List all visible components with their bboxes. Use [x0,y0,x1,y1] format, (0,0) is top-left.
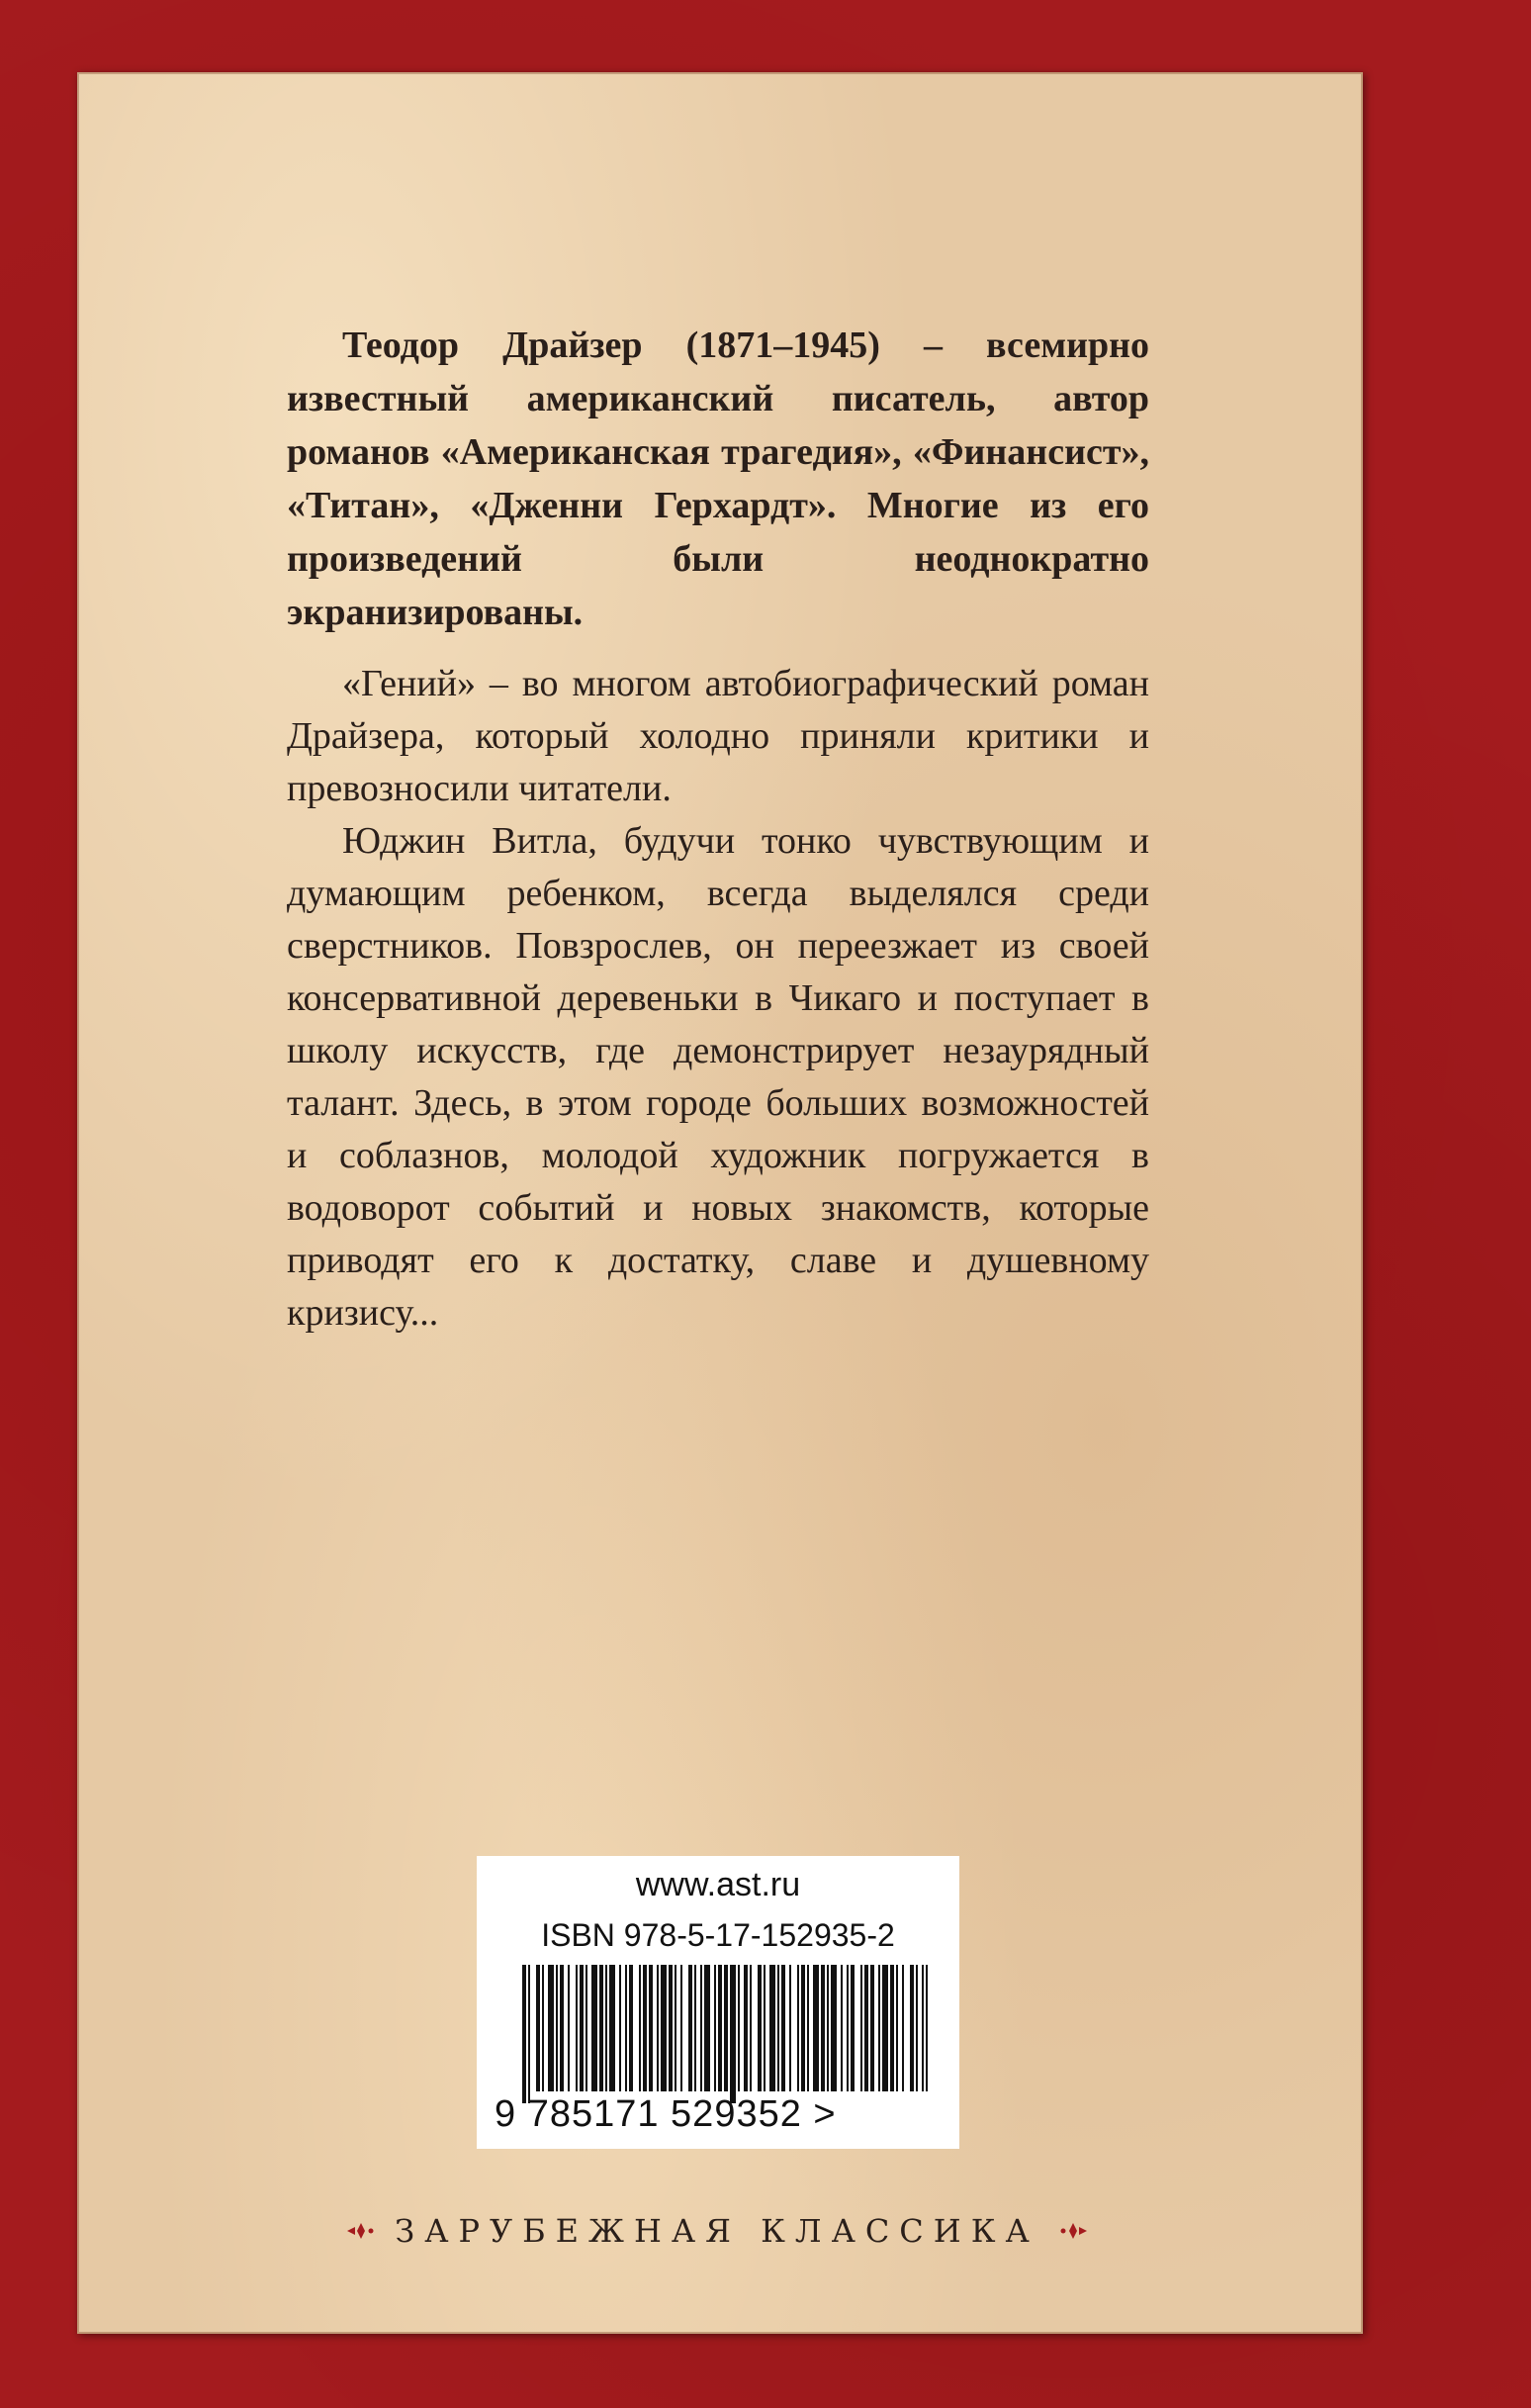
barcode-bar [896,1965,898,2091]
barcode-bar [643,1965,647,2091]
barcode-bar [688,1965,692,2091]
barcode-bar [680,1965,682,2091]
barcode-bar [847,1965,849,2091]
barcode-bar [591,1965,597,2091]
isbn-barcode-box [477,1856,959,2149]
barcode-bar [560,1965,564,2091]
barcode-bar [878,1965,880,2091]
barcode-bar [926,1965,928,2091]
ornament-left-icon [345,2221,377,2241]
publisher-site: www.ast.ru [635,1866,801,1903]
synopsis-paragraph: «Гений» – во многом автобиографический роман Драйзера, который холодно приняли критики и превозносили читатели. [287,663,1149,809]
barcode-bar [821,1965,825,2091]
barcode-bar [700,1965,702,2091]
barcode-bar [605,1965,607,2091]
barcode-bar [807,1965,809,2091]
barcode-bar [542,1965,544,2091]
barcode-bar [522,1965,526,2103]
barcode-bar [661,1965,667,2091]
barcode-bar [528,1965,530,2103]
author-bio-text: Теодор Драйзер (1871–1945) – всемирно известный американский писатель, автор романов «Американская трагедия», «Финансист», «Титан», «Дженни Герхардт». Многие из его произведений были неоднократно экранизированы. [287,324,1149,633]
series-label: ЗАРУБЕЖНАЯ КЛАССИКА [395,2212,1039,2250]
barcode-bar [758,1965,762,2091]
series-banner [257,2206,1177,2256]
barcode-bar [556,1965,558,2091]
barcode-bar [890,1965,894,2091]
barcode-bar [585,1965,587,2091]
book-synopsis [287,658,1149,1340]
barcode-bar [536,1965,540,2091]
barcode-bar [827,1965,829,2091]
barcode-bar [694,1965,696,2091]
barcode-bar [724,1965,728,2091]
barcode-bar [619,1965,621,2091]
barcode-bar [609,1965,615,2091]
barcode-bar [599,1965,603,2091]
barcode [522,1965,928,2103]
barcode-bar [781,1965,785,2091]
barcode-bar [769,1965,775,2091]
barcode-bar [864,1965,868,2091]
barcode-bar [568,1965,570,2091]
ornament-right-icon [1057,2221,1089,2241]
barcode-bar [629,1965,633,2091]
barcode-bar [841,1965,843,2091]
barcode-bar [902,1965,904,2091]
barcode-bar [580,1965,584,2091]
barcode-bar [801,1965,805,2091]
barcode-bar [860,1965,862,2091]
barcode-digits: 9 785171 529352 > [495,2093,837,2135]
barcode-bar [797,1965,799,2091]
barcode-bar [916,1965,918,2091]
barcode-bar [750,1965,752,2091]
barcode-bar [882,1965,888,2091]
barcode-bar [910,1965,914,2091]
barcode-bar [831,1965,837,2091]
barcode-bar [718,1965,722,2091]
barcode-bar [922,1965,924,2091]
barcode-bar [764,1965,766,2091]
barcode-bar [730,1965,736,2103]
barcode-bar [714,1965,716,2091]
barcode-bar [738,1965,740,2091]
barcode-bar [657,1965,659,2091]
barcode-bar [639,1965,641,2091]
isbn-number: ISBN 978-5-17-152935-2 [541,1917,895,1953]
barcode-bar [851,1965,855,2091]
barcode-bar [789,1965,791,2091]
author-bio [287,319,1149,639]
barcode-bar [576,1965,578,2091]
barcode-bar [870,1965,874,2091]
barcode-bar [649,1965,653,2091]
barcode-bar [813,1965,819,2091]
barcode-bar [625,1965,627,2091]
barcode-bar [704,1965,710,2091]
synopsis-paragraph: Юджин Витла, будучи тонко чувствующим и думающим ребенком, всегда выделялся среди сверстников. Повзрослев, он переезжает из своей консервативной деревеньки в Чикаго и поступает в школу искусств, где демонстрирует незаурядный талант. Здесь, в этом городе больших возможностей и соблазнов, молодой художник погружается в водоворот событий и новых знакомств, которые приводят его к достатку, славе и душевному кризису... [287,820,1149,1334]
barcode-bar [744,1965,748,2091]
barcode-bar [675,1965,676,2091]
barcode-bar [669,1965,673,2091]
barcode-bar [548,1965,554,2091]
barcode-bar [777,1965,779,2091]
